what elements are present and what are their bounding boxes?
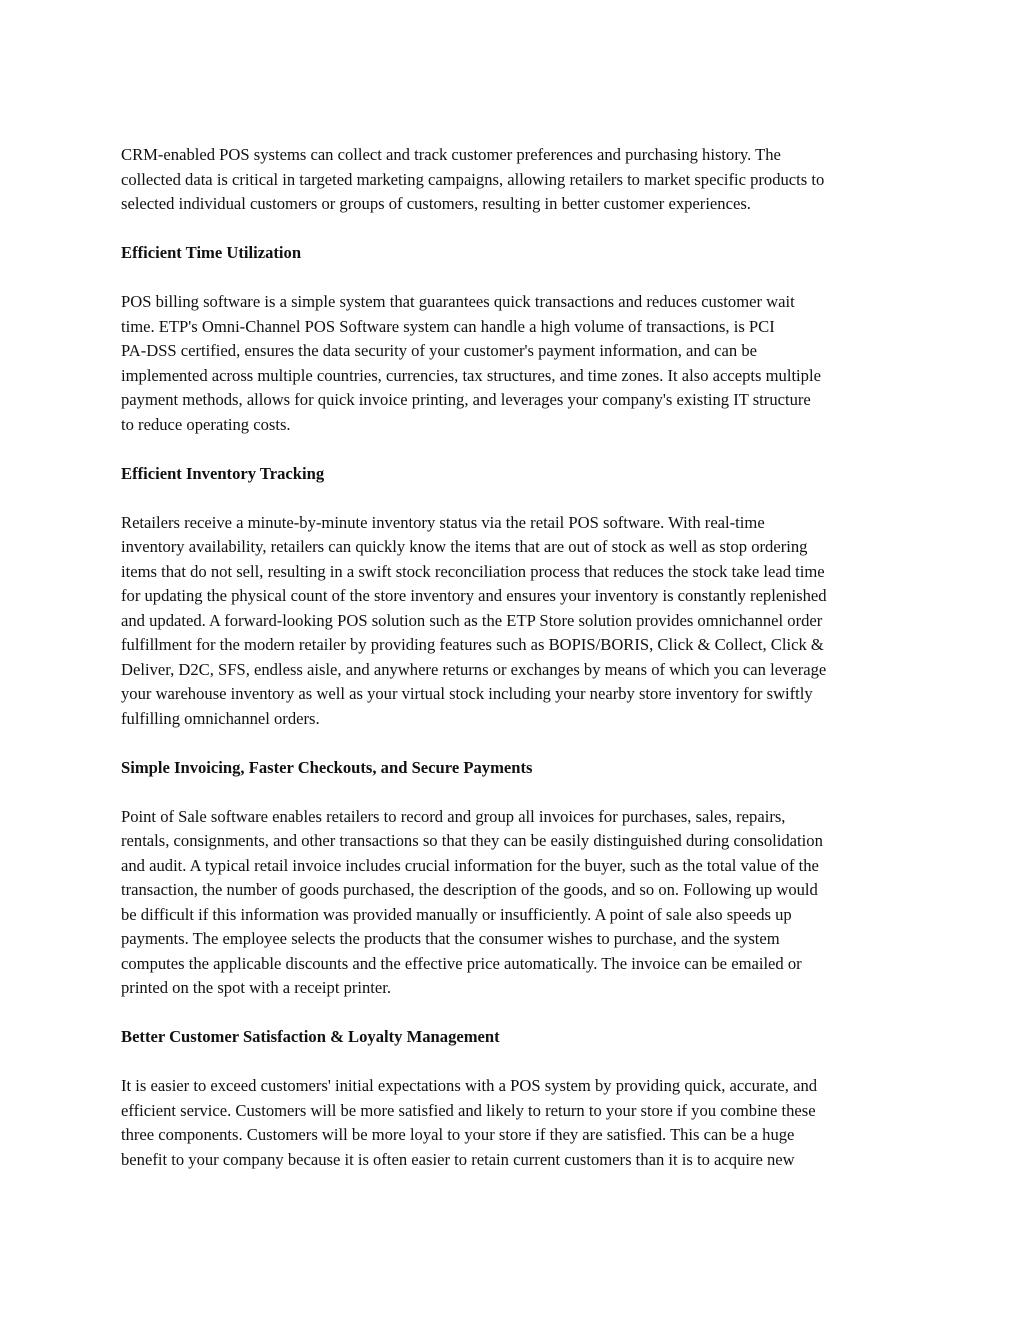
- paragraph-line: PA-DSS certified, ensures the data security of your customer's payment information, and can be: [121, 341, 757, 360]
- heading-text: Better Customer Satisfaction & Loyalty Management: [121, 1027, 500, 1046]
- paragraph-line: payment methods, allows for quick invoice printing, and leverages your company's existing IT structure: [121, 390, 811, 409]
- paragraph-line: It is easier to exceed customers' initial expectations with a POS system by providing quick, accurate, and: [121, 1076, 818, 1095]
- paragraph-line: for updating the physical count of the store inventory and ensures your inventory is constantly replenished: [121, 586, 827, 605]
- paragraph: [121, 1074, 911, 1172]
- paragraph-line: and audit. A typical retail invoice includes crucial information for the buyer, such as the total value of the: [121, 855, 819, 875]
- section-heading: [121, 756, 911, 781]
- paragraph-line: your warehouse inventory as well as your virtual stock including your nearby store inventory for swiftly: [121, 684, 813, 703]
- paragraph-line: selected individual customers or groups of customers, resulting in better customer experiences.: [121, 194, 751, 213]
- paragraph-line: computes the applicable discounts and the effective price automatically. The invoice can be emailed or: [121, 953, 802, 973]
- paragraph: [121, 143, 911, 217]
- paragraph-line: fulfilling omnichannel orders.: [121, 708, 320, 728]
- paragraph-line: be difficult if this information was provided manually or insufficiently. A point of sale also speeds up: [121, 904, 792, 924]
- paragraph-line: Point of Sale software enables retailers to record and group all invoices for purchases, sales, repairs,: [121, 806, 786, 826]
- heading-text: Efficient Inventory Tracking: [121, 463, 325, 483]
- paragraph-line: three components. Customers will be more loyal to your store if they are satisfied. This can be a huge: [121, 1125, 795, 1144]
- paragraph-line: benefit to your company because it is often easier to retain current customers than it is to acquire new: [121, 1149, 795, 1169]
- paragraph: [121, 511, 911, 732]
- paragraph-line: rentals, consignments, and other transactions so that they can be easily distinguished during consolidation: [121, 831, 823, 850]
- paragraph-line: printed on the spot with a receipt printer.: [121, 978, 392, 997]
- section-heading: [121, 462, 911, 487]
- section-heading: [121, 241, 911, 266]
- heading-text: Efficient Time Utilization: [121, 243, 302, 262]
- paragraph-line: payments. The employee selects the products that the consumer wishes to purchase, and the system: [121, 929, 780, 948]
- paragraph-line: items that do not sell, resulting in a swift stock reconciliation process that reduces the stock take lead time: [121, 561, 825, 581]
- paragraph: [121, 290, 911, 437]
- document-body: [121, 143, 911, 1197]
- paragraph-line: inventory availability, retailers can quickly know the items that are out of stock as well as stop ordering: [121, 537, 808, 556]
- paragraph-line: to reduce operating costs.: [121, 414, 291, 434]
- paragraph-line: Retailers receive a minute-by-minute inventory status via the retail POS software. With real-time: [121, 512, 765, 532]
- paragraph: [121, 805, 911, 1001]
- paragraph-line: and updated. A forward-looking POS solution such as the ETP Store solution provides omnichannel order: [121, 610, 823, 630]
- section-heading: [121, 1025, 911, 1050]
- paragraph-line: fulfillment for the modern retailer by providing features such as BOPIS/BORIS, Click & Collect, Click &: [121, 635, 824, 654]
- paragraph-line: efficient service. Customers will be more satisfied and likely to return to your store if you combine these: [121, 1100, 816, 1120]
- paragraph-line: implemented across multiple countries, currencies, tax structures, and time zones. It also accepts multiple: [121, 365, 821, 385]
- paragraph-line: collected data is critical in targeted marketing campaigns, allowing retailers to market specific products to: [121, 169, 825, 189]
- paragraph-line: Deliver, D2C, SFS, endless aisle, and anywhere returns or exchanges by means of which you can leverage: [121, 659, 827, 679]
- paragraph-line: POS billing software is a simple system that guarantees quick transactions and reduces customer wait: [121, 292, 795, 311]
- heading-text: Simple Invoicing, Faster Checkouts, and Secure Payments: [121, 757, 533, 777]
- paragraph-line: CRM-enabled POS systems can collect and track customer preferences and purchasing history. The: [121, 145, 781, 164]
- paragraph-line: time. ETP's Omni-Channel POS Software system can handle a high volume of transactions, is PCI: [121, 316, 775, 336]
- paragraph-line: transaction, the number of goods purchased, the description of the goods, and so on. Following up would: [121, 880, 818, 899]
